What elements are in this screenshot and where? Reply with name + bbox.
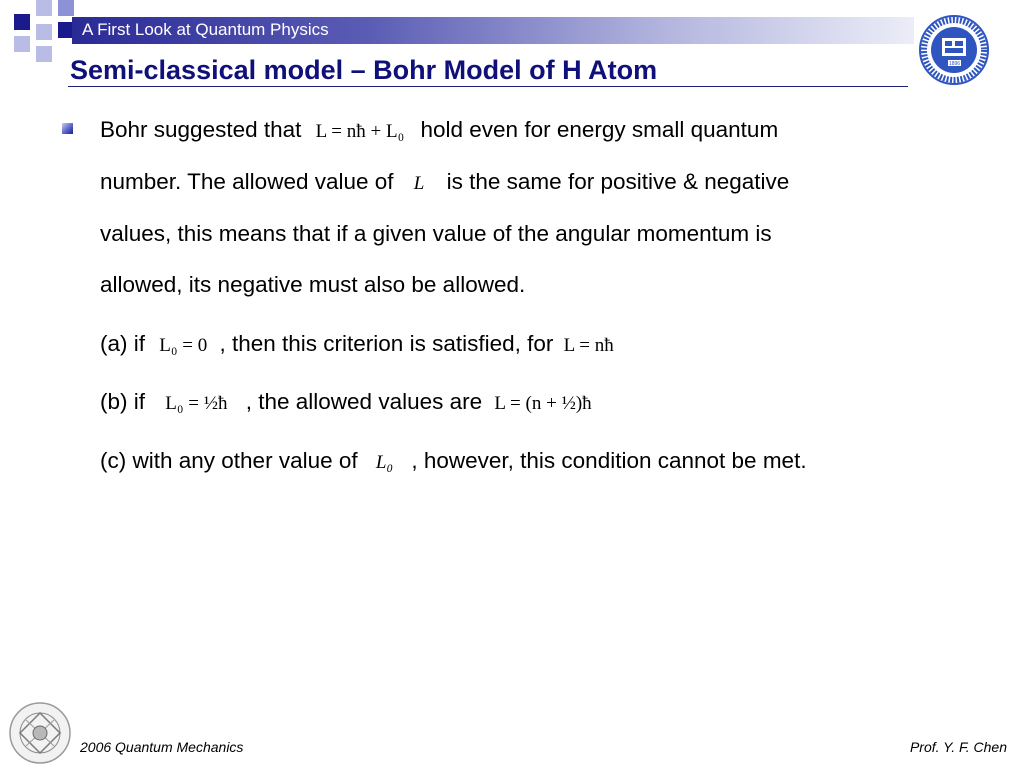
equation-L-nhbar: L = nħ xyxy=(563,335,614,356)
equation-L-n-plus-half-hbar: L = (n + ½)ħ xyxy=(494,393,592,414)
text-segment: is the same for positive & negative xyxy=(446,169,790,194)
text-segment: (b) if xyxy=(100,389,145,414)
equation-L0: L₀ xyxy=(375,452,394,473)
equation-L0-half-hbar: L₀ = ½ħ xyxy=(165,393,228,414)
item-a xyxy=(100,331,614,359)
equation-L: L xyxy=(413,173,425,194)
slide-title: Semi-classical model – Bohr Model of H Atom xyxy=(70,55,658,85)
logo-year: 1896 xyxy=(948,61,961,67)
text-segment: number. The allowed value of xyxy=(100,169,394,194)
paragraph-line-2 xyxy=(100,169,789,197)
text-segment: hold even for energy small quantum xyxy=(420,117,779,142)
footer-course: 2006 Quantum Mechanics xyxy=(80,739,244,755)
text-segment: , however, this condition cannot be met. xyxy=(411,448,807,473)
university-logo xyxy=(918,14,990,86)
text-segment: (c) with any other value of xyxy=(100,448,358,473)
course-title: A First Look at Quantum Physics xyxy=(82,20,329,39)
footer-author: Prof. Y. F. Chen xyxy=(909,739,1007,755)
paragraph-line-3: values, this means that if a given value of the angular momentum is xyxy=(100,221,772,246)
bullet-icon xyxy=(62,123,73,134)
header-square xyxy=(36,46,52,62)
item-c xyxy=(100,448,807,476)
text-segment: (a) if xyxy=(100,331,145,356)
header-square xyxy=(14,36,30,52)
text-segment: Bohr suggested that xyxy=(100,117,302,142)
header-square xyxy=(36,24,52,40)
header-square xyxy=(36,0,52,16)
text-segment: , the allowed values are xyxy=(245,389,483,414)
text-segment: , then this criterion is satisfied, for xyxy=(219,331,554,356)
equation-L0-zero: L₀ = 0 xyxy=(159,335,208,356)
paragraph-line-4: allowed, its negative must also be allowed. xyxy=(100,272,526,297)
paragraph-line-1 xyxy=(100,117,778,145)
header-square xyxy=(14,14,30,30)
title-underline xyxy=(68,86,908,87)
equation-L-nhbar-L0: L = nħ + L₀ xyxy=(315,121,405,142)
department-logo xyxy=(6,700,74,766)
item-b xyxy=(100,389,592,417)
header-square xyxy=(58,0,74,16)
